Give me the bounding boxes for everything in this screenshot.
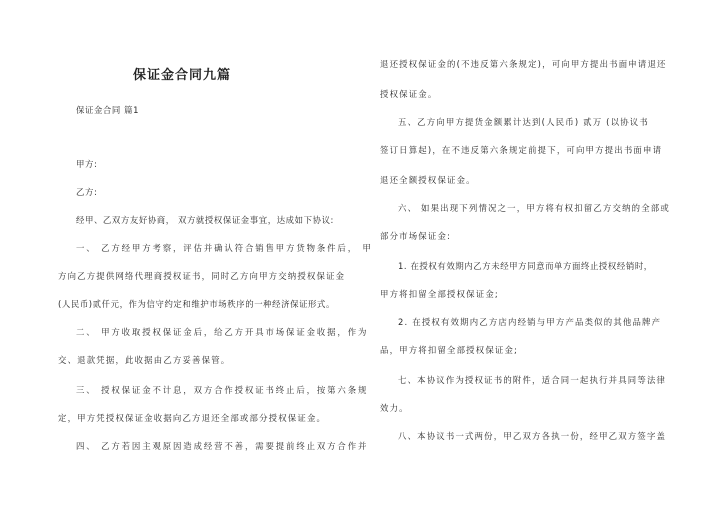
paragraph-line: 四、 乙方若因主观原因造成经营不善，需要提前终止双方合作并 [76,441,369,451]
paragraph-line: 2. 在授权有效期内乙方店内经销与甲方产品类似的其他品牌产 [398,317,662,327]
paragraph-line: 退还全额授权保证金。 [380,175,476,185]
paragraph-line: 效力。 [380,403,409,413]
paragraph-line: 退还授权保证金的(不违反第六条规定)，可向甲方提出书面申请退还 [380,59,667,69]
paragraph-line: 五、乙方向甲方提货金额累计达到(人民币) 贰万 (以协议书 [398,117,649,127]
paragraph-line: 部分市场保证金: [380,231,452,241]
paragraph-line: 经甲、乙双方友好协商， 双方就授权保证金事宜，达成如下协议: [76,215,334,225]
section-heading: 保证金合同 篇1 [76,105,140,115]
paragraph-line: (人民币)贰仟元，作为信守约定和维护市场秩序的一种经济保证形式。 [58,299,335,309]
paragraph-line: 授权保证金。 [380,89,438,99]
party-a-label: 甲方: [76,159,98,169]
paragraph-line: 一、 乙方经甲方考察，评估并确认符合销售甲方货物条件后， 甲 [76,243,373,253]
paragraph-line: 定，甲方凭授权保证金收据向乙方退还全部或部分授权保证金。 [58,413,327,423]
paragraph-line: 六、 如果出现下列情况之一，甲方将有权扣留乙方交纳的全部或 [398,203,670,213]
party-b-label: 乙方: [76,187,98,197]
paragraph-line: 签订日算起)，在不违反第六条规定前提下，可向甲方提出书面申请 [380,145,663,155]
paragraph-line: 二、 甲方收取授权保证金后，给乙方开具市场保证金收据，作为 [76,327,369,337]
paragraph-line: 七、本协议作为授权证书的附件，适合同一起执行并具同等法律 [398,375,667,385]
paragraph-line: 三、 授权保证金不计息，双方合作授权证书终止后，按第六条规 [76,385,369,395]
paragraph-line: 甲方将扣留全部授权保证金; [380,289,499,299]
paragraph-line: 方向乙方提供网络代理商授权证书，同时乙方向甲方交纳授权保证金 [58,271,346,281]
document-title: 保证金合同九篇 [132,68,231,83]
paragraph-line: 品，甲方将扣留全部授权保证金; [380,345,519,355]
paragraph-line: 交、退款凭据，此收据由乙方妥善保管。 [58,355,231,365]
paragraph-line: 1. 在授权有效期内乙方未经甲方同意而单方面终止授权经销时， [398,261,653,271]
paragraph-line: 八、本协议书一式两份，甲乙双方各执一份，经甲乙双方签字盖 [398,431,667,441]
